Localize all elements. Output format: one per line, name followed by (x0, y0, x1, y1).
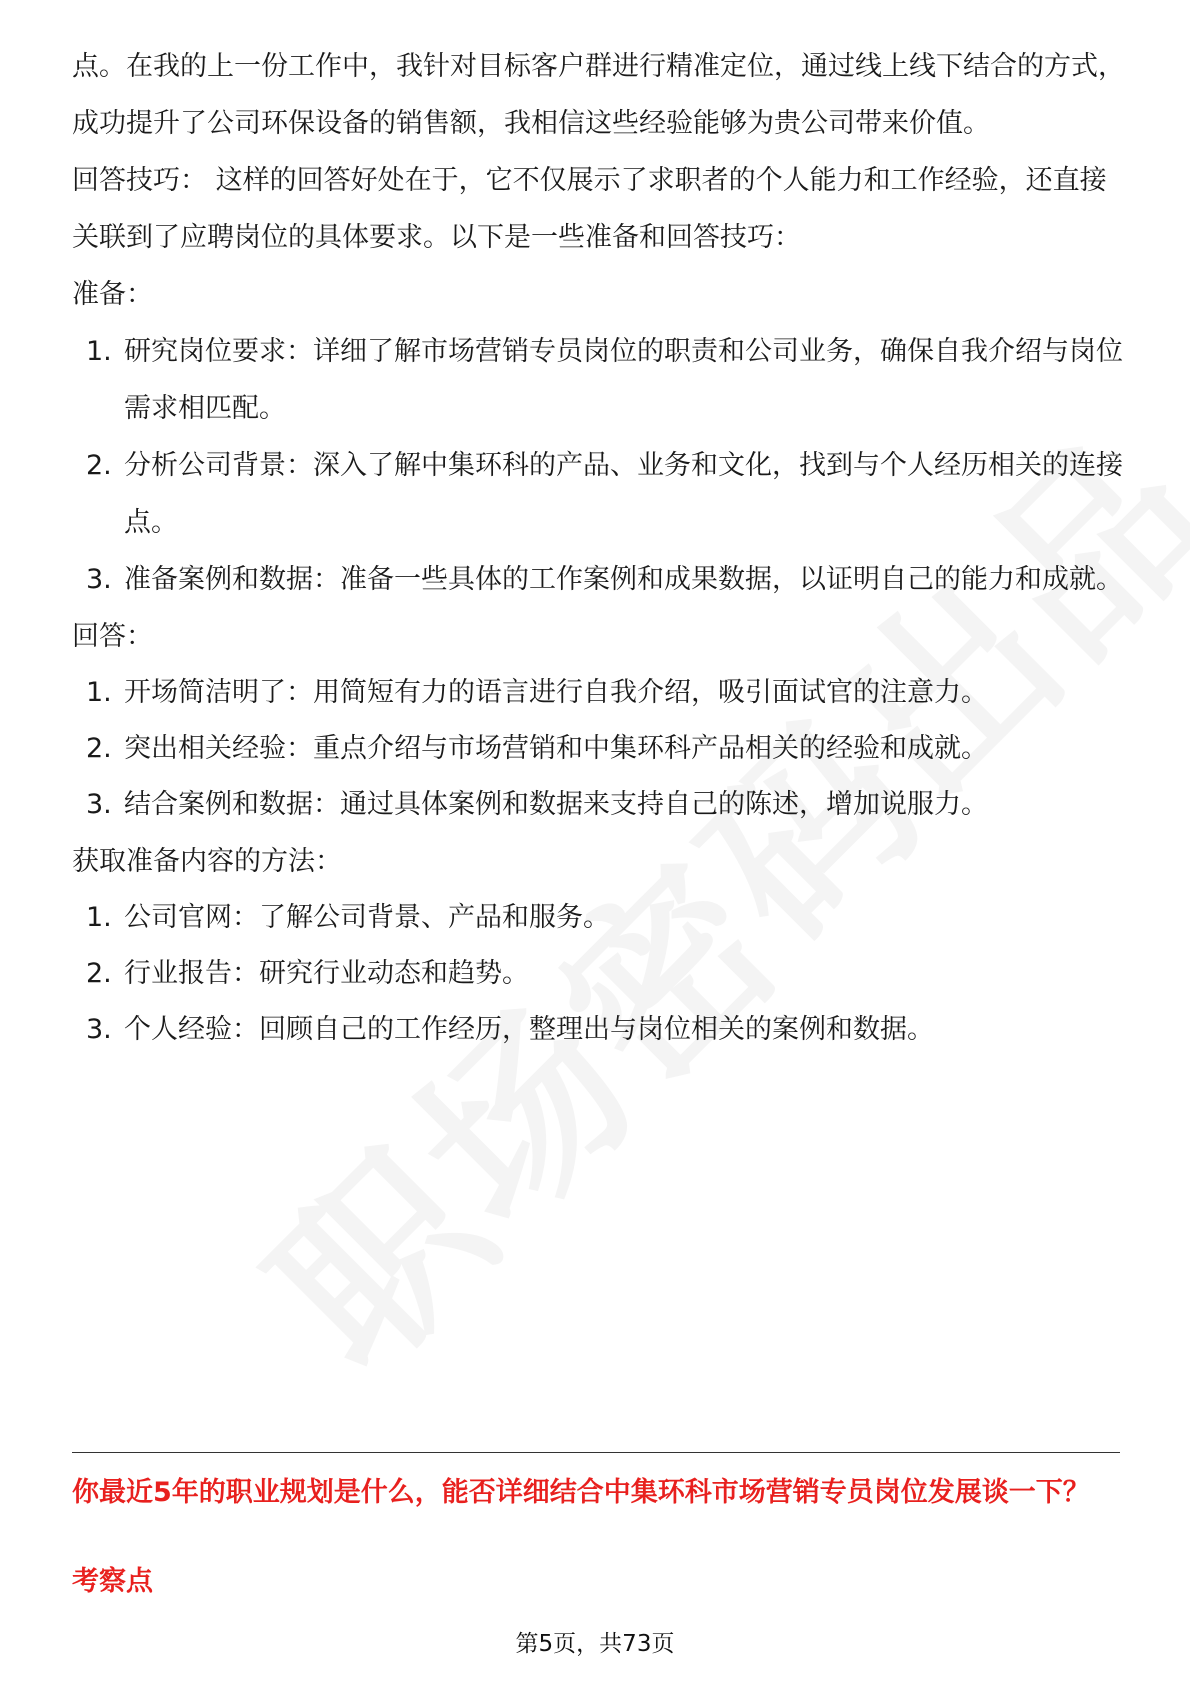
list-number: 2. (86, 733, 112, 764)
list-number: 1. (86, 677, 112, 708)
intro-paragraph: 点。在我的上一份工作中，我针对目标客户群进行精准定位，通过线上线下结合的方式，成功提升了公司环保设备的销售额，我相信这些经验能够为贵公司带来价值。 (72, 51, 1125, 139)
answer-list (72, 665, 1128, 833)
list-item (72, 551, 1128, 608)
list-number: 3. (86, 564, 112, 595)
prep-heading: 准备： (72, 279, 153, 310)
list-item (72, 946, 1128, 1002)
methods-heading: 获取准备内容的方法： (72, 846, 342, 877)
methods-list (72, 890, 1128, 1058)
list-item (72, 437, 1128, 551)
list-item-text: 准备案例和数据：准备一些具体的工作案例和成果数据，以证明自己的能力和成就。 (124, 564, 1123, 595)
list-item-text: 公司官网：了解公司背景、产品和服务。 (124, 902, 610, 933)
list-item (72, 721, 1128, 777)
page-number-footer: 第5页，共73页 (515, 1631, 675, 1657)
list-item-text: 开场简洁明了：用简短有力的语言进行自我介绍，吸引面试官的注意力。 (124, 677, 988, 708)
list-item-text: 研究岗位要求：详细了解市场营销专员岗位的职责和公司业务，确保自我介绍与岗位需求相匹配。 (124, 336, 1123, 424)
list-item-text: 行业报告：研究行业动态和趋势。 (124, 958, 529, 989)
list-item (72, 890, 1128, 946)
document-body (72, 38, 1128, 1058)
prep-list (72, 323, 1128, 608)
list-number: 1. (86, 336, 112, 367)
list-item (72, 665, 1128, 721)
list-number: 2. (86, 958, 112, 989)
next-question-title: 你最近5年的职业规划是什么，能否详细结合中集环科市场营销专员岗位发展谈一下？ (72, 1477, 1090, 1508)
answer-heading: 回答： (72, 621, 153, 652)
list-item (72, 777, 1128, 833)
list-number: 3. (86, 789, 112, 820)
list-item-text: 个人经验：回顾自己的工作经历，整理出与岗位相关的案例和数据。 (124, 1014, 934, 1045)
tips-paragraph: 回答技巧： 这样的回答好处在于，它不仅展示了求职者的个人能力和工作经验，还直接关联到了应聘岗位的具体要求。以下是一些准备和回答技巧： (72, 165, 1107, 253)
list-number: 1. (86, 902, 112, 933)
list-number: 3. (86, 1014, 112, 1045)
list-item-text: 突出相关经验：重点介绍与市场营销和中集环科产品相关的经验和成就。 (124, 733, 988, 764)
list-item (72, 1002, 1128, 1058)
section-divider (72, 1452, 1120, 1453)
list-item-text: 结合案例和数据：通过具体案例和数据来支持自己的陈述，增加说服力。 (124, 789, 988, 820)
list-number: 2. (86, 450, 112, 481)
list-item (72, 323, 1128, 437)
next-section-heading: 考察点 (72, 1566, 153, 1597)
list-item-text: 分析公司背景：深入了解中集环科的产品、业务和文化，找到与个人经历相关的连接点。 (124, 450, 1123, 538)
